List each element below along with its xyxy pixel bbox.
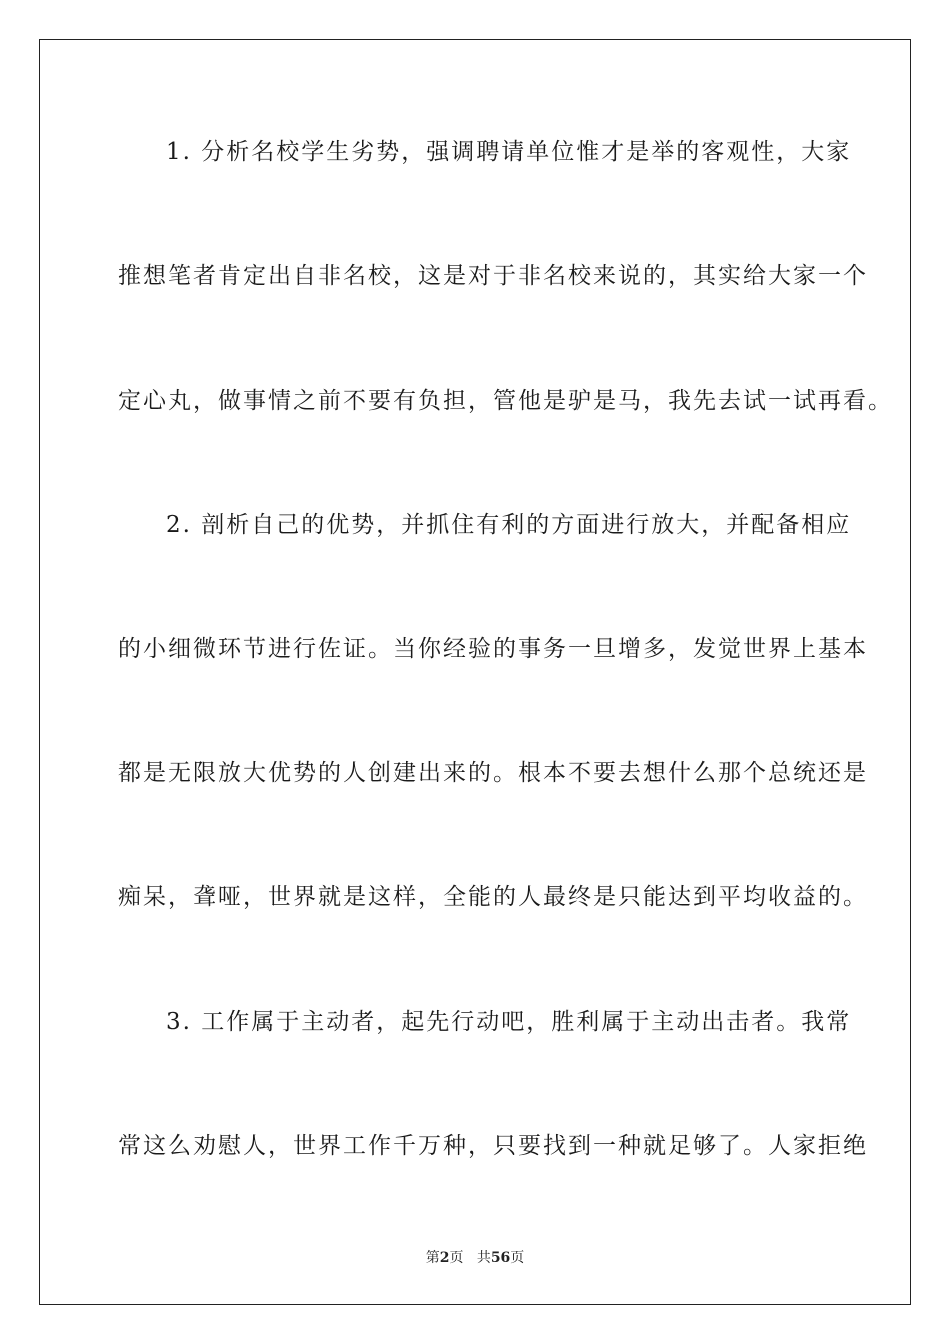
paragraph-2-line-1: 2. 剖析自己的优势，并抓住有利的方面进行放大，并配备相应: [166, 512, 852, 538]
total-prefix: 共: [476, 1250, 491, 1266]
paragraph-1-line-3: 定心丸，做事情之前不要有负担，管他是驴是马，我先去试一试再看。: [118, 388, 893, 414]
paragraph-1-line-1: 1. 分析名校学生劣势，强调聘请单位惟才是举的客观性，大家: [166, 139, 852, 165]
paragraph-3-line-2: 常这么劝慰人，世界工作千万种，只要找到一种就足够了。人家拒绝: [118, 1133, 868, 1159]
page-number: 2: [439, 1250, 450, 1266]
page-border: [39, 39, 911, 1305]
paragraph-1-line-2: 推想笔者肯定出自非名校，这是对于非名校来说的，其实给大家一个: [118, 263, 868, 289]
paragraph-2-line-3: 都是无限放大优势的人创建出来的。根本不要去想什么那个总统还是: [118, 760, 868, 786]
paragraph-3-line-1: 3. 工作属于主动者，起先行动吧，胜利属于主动出击者。我常: [166, 1009, 852, 1035]
total-suffix: 页: [510, 1250, 525, 1266]
paragraph-2-line-2: 的小细微环节进行佐证。当你经验的事务一旦增多，发觉世界上基本: [118, 636, 868, 662]
total-pages: 56: [490, 1250, 511, 1266]
page-prefix: 第: [425, 1250, 440, 1266]
page-footer: [0, 1247, 950, 1267]
paragraph-2-line-4: 痴呆，聋哑，世界就是这样，全能的人最终是只能达到平均收益的。: [118, 884, 868, 910]
page-suffix: 页: [449, 1250, 464, 1266]
